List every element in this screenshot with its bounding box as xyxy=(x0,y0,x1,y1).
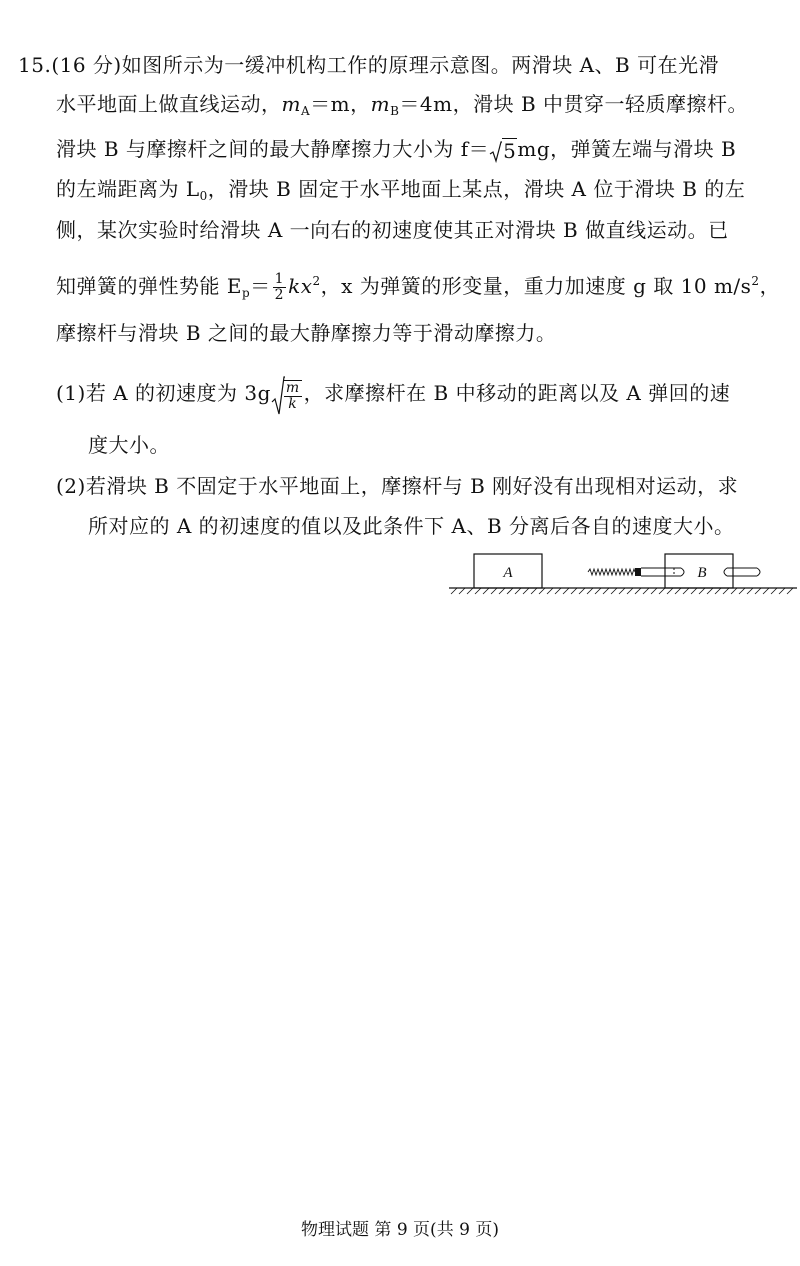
sqrt-sign-icon xyxy=(271,376,285,416)
question-line-6: 知弹簧的弹性势能 $E_p=$ $\frac{1}{2}$ $kx^2$，x 为弹簧的形变量，重力加速度 g 取 10 $m/s^2$， xyxy=(56,271,781,303)
part-2-line-2: 所对应的 A 的初速度的值以及此条件下 A、B 分离后各自的速度大小。 xyxy=(88,514,735,538)
question-line-7: 摩擦杆与滑块 B 之间的最大静摩擦力等于滑动摩擦力。 xyxy=(56,321,557,345)
sqrt-m-over-k: $\frac{m}{k}$ xyxy=(271,372,304,418)
diagram-svg xyxy=(445,548,800,600)
question-score: (16 分) xyxy=(51,53,122,77)
part-1-line-2: 度大小。 xyxy=(88,433,170,457)
spring-icon xyxy=(588,569,635,575)
question-line-5: 侧，某次实验时给滑块 A 一向右的初速度使其正对滑块 B 做直线运动。已 xyxy=(56,218,729,242)
question-line-4: 的左端距离为 $L_0$，滑块 B 固定于水平地面上某点，滑块 A 位于滑块 B 的左 xyxy=(56,177,746,203)
question-number: 15. xyxy=(18,53,52,77)
sqrt-five: 5 xyxy=(489,136,517,166)
ground-hatching xyxy=(451,588,793,594)
block-a-label: A xyxy=(503,565,513,581)
question-line-3: 滑块 B 与摩擦杆之间的最大静摩擦力大小为 f＝ 5mg，弹簧左端与滑块 B xyxy=(56,134,736,166)
buffer-mechanism-diagram xyxy=(445,548,800,600)
question-line-1: 15.(16 分)如图所示为一缓冲机构工作的原理示意图。两滑块 A、B 可在光滑 xyxy=(18,53,720,77)
page-footer: 物理试题 第 9 页(共 9 页) xyxy=(301,1220,499,1240)
part-2-line-1: (2)若滑块 B 不固定于水平地面上，摩擦杆与 B 刚好没有出现相对运动，求 xyxy=(56,474,739,498)
sqrt-sign-icon xyxy=(489,141,502,163)
spring-plate xyxy=(635,568,641,576)
rod-end-right xyxy=(724,568,727,576)
block-b-label: B xyxy=(697,565,707,581)
question-line-2: 水平地面上做直线运动，$m_A=m$，$m_B=4m$，滑块 B 中贯穿一轻质摩擦杆。 xyxy=(56,92,749,118)
part-1-line-1: (1)若 A 的初速度为 3g $\frac{m}{k}$ ，求摩擦杆在 B 中移动的距离以及 A 弹回的速 xyxy=(56,370,730,418)
rod-end-left xyxy=(681,568,684,576)
fraction-one-half: $\frac{1}{2}$ xyxy=(274,271,285,303)
